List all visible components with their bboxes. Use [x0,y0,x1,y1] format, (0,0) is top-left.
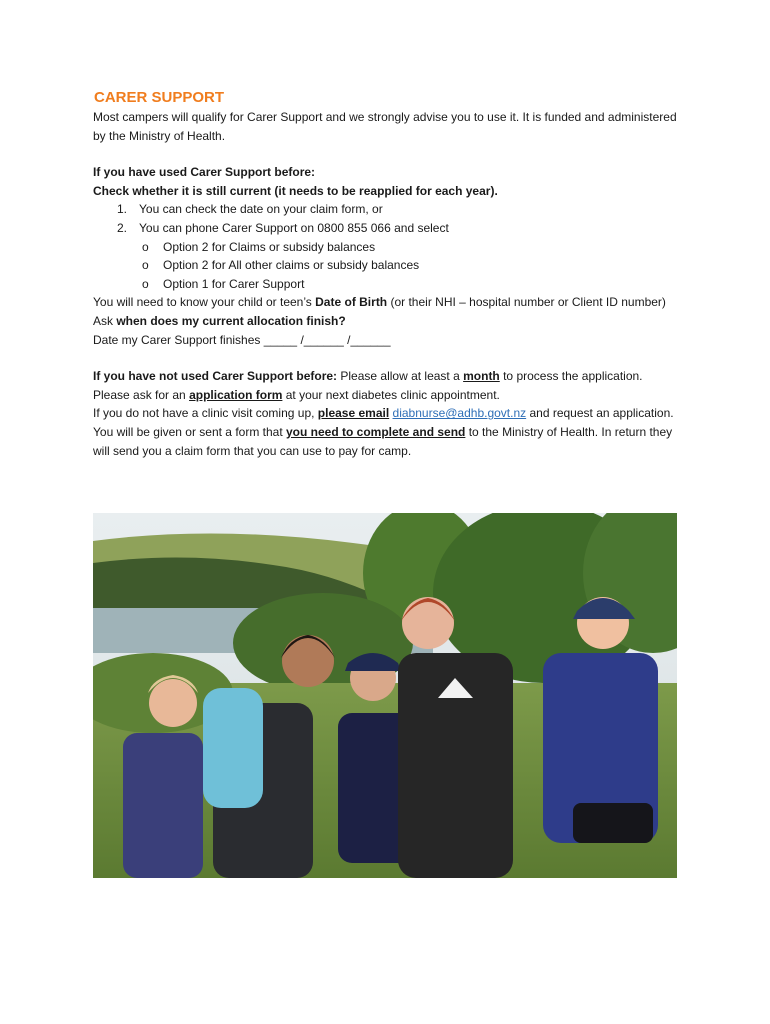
ministry-line: You will be given or sent a form that you need to complete and send to the Ministry of Health. In return they will send you a claim form that you can use to pay for camp. [93,424,673,458]
intro-paragraph: Most campers will qualify for Carer Support and we strongly advise you to use it. It is funded and administered by the Ministry of Health. [93,110,677,143]
list-item: 1. You can check the date on your claim form, or [117,202,383,217]
email-link[interactable]: diabnurse@adhb.govt.nz [392,406,527,421]
ask-line: Ask when does my current allocation finish? [93,313,346,328]
options-list [93,238,683,294]
page-title: CARER SUPPORT [94,89,225,106]
section1-check: Check whether it is still current (it needs to be reapplied for each year). [93,183,498,198]
steps-list [93,200,683,237]
section2-heading: If you have not used Carer Support before: Please allow at least a month to process the application. [93,369,643,384]
document-body [93,88,683,460]
section1-heading: If you have used Carer Support before: [93,165,316,180]
application-form-line: Please ask for an application form at your next diabetes clinic appointment. [93,387,500,402]
list-item: 2. You can phone Carer Support on 0800 855 066 and select [117,220,449,235]
email-line: If you do not have a clinic visit coming up, please email diabnurse@adhb.govt.nz and request an application. [93,406,674,421]
list-item: o Option 2 for Claims or subsidy balances [142,239,376,254]
list-item: o Option 2 for All other claims or subsidy balances [142,258,420,273]
need-to-know: You will need to know your child or teen’s Date of Birth (or their NHI – hospital number or Client ID number) [93,295,666,310]
list-item: o Option 1 for Carer Support [142,276,305,291]
campers-photo [93,513,677,878]
date-line: Date my Carer Support finishes _____ /______ /______ [93,332,391,347]
